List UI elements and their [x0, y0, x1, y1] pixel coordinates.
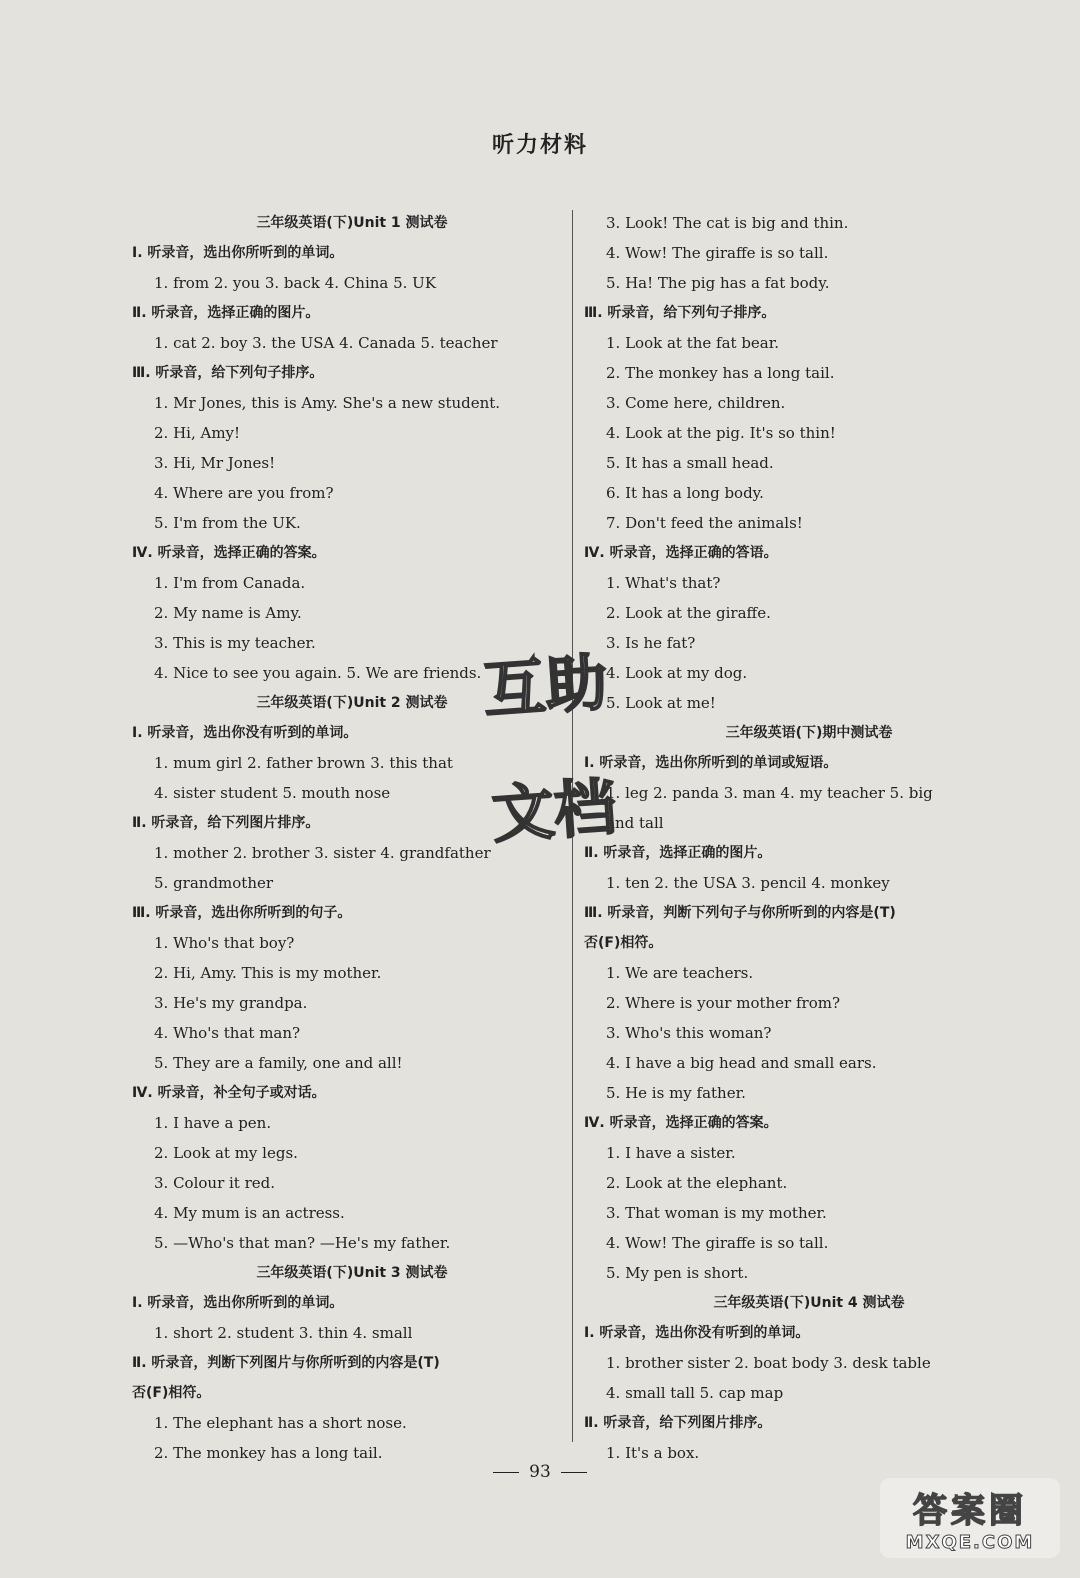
corner-logo — [880, 1478, 1060, 1558]
list-item: 2. Where is your mother from? — [606, 994, 840, 1012]
list-item: 1. I have a sister. — [606, 1144, 736, 1162]
list-item: 1. Who's that boy? — [154, 934, 295, 952]
list-item: 5. He is my father. — [606, 1084, 746, 1102]
list-item: 1. mum girl 2. father brown 3. this that — [154, 754, 453, 772]
list-item: 1. mother 2. brother 3. sister 4. grandfather — [154, 844, 491, 862]
list-item: 3. Look! The cat is big and thin. — [606, 214, 849, 232]
question-heading: Ⅲ. 听录音，选出你所听到的句子。 — [132, 905, 352, 921]
dash-right — [561, 1472, 587, 1473]
question-heading: Ⅳ. 听录音，补全句子或对话。 — [132, 1085, 326, 1101]
watermark-stamp — [479, 624, 619, 881]
list-item: 4. Wow! The giraffe is so tall. — [606, 1234, 829, 1252]
question-heading: Ⅲ. 听录音，给下列句子排序。 — [132, 365, 324, 381]
list-item: 1. ten 2. the USA 3. pencil 4. monkey — [606, 874, 890, 892]
list-item: 3. Come here, children. — [606, 394, 786, 412]
list-item: 1. We are teachers. — [606, 964, 754, 982]
list-item: 4. small tall 5. cap map — [606, 1384, 784, 1402]
watermark-char: 助 — [542, 645, 610, 723]
list-item: 3. Is he fat? — [606, 634, 696, 652]
question-heading: Ⅰ. 听录音，选出你所听到的单词。 — [132, 245, 344, 261]
question-heading: Ⅱ. 听录音，选择正确的图片。 — [584, 845, 772, 861]
list-item: 2. Look at my legs. — [154, 1144, 298, 1162]
watermark-char: 档 — [551, 770, 619, 848]
question-heading: Ⅰ. 听录音，选出你所听到的单词。 — [132, 1295, 344, 1311]
question-heading: Ⅰ. 听录音，选出你没有听到的单词。 — [132, 725, 358, 741]
list-item: 1. short 2. student 3. thin 4. small — [154, 1324, 413, 1342]
list-item: 4. Look at the pig. It's so thin! — [606, 424, 836, 442]
list-item: 3. He's my grandpa. — [154, 994, 308, 1012]
question-heading: Ⅱ. 听录音，判断下列图片与你所听到的内容是(T) — [132, 1355, 440, 1371]
section-title: 三年级英语(下)Unit 1 测试卷 — [256, 215, 448, 231]
list-item: 7. Don't feed the animals! — [606, 514, 803, 532]
dash-left — [493, 1472, 519, 1473]
list-item: 4. Wow! The giraffe is so tall. — [606, 244, 829, 262]
list-item: 5. Look at me! — [606, 694, 716, 712]
list-item: 5. It has a small head. — [606, 454, 774, 472]
question-heading: 否(F)相符。 — [132, 1385, 211, 1401]
list-item: 2. Look at the elephant. — [606, 1174, 788, 1192]
list-item: 2. Hi, Amy. This is my mother. — [154, 964, 382, 982]
list-item: 5. —Who's that man? —He's my father. — [154, 1234, 451, 1252]
page-title: 听力材料 — [491, 133, 588, 158]
list-item: 1. The elephant has a short nose. — [154, 1414, 407, 1432]
corner-logo-text: 答案圈 — [913, 1491, 1027, 1531]
question-heading: Ⅰ. 听录音，选出你所听到的单词或短语。 — [584, 755, 838, 771]
list-item: 1. from 2. you 3. back 4. China 5. UK — [154, 274, 437, 292]
section-title: 三年级英语(下)Unit 4 测试卷 — [713, 1295, 905, 1311]
list-item: 4. Nice to see you again. 5. We are friends. — [154, 664, 482, 682]
list-item: 3. That woman is my mother. — [606, 1204, 827, 1222]
list-item: 3. Hi, Mr Jones! — [154, 454, 276, 472]
list-item: 5. They are a family, one and all! — [154, 1054, 403, 1072]
list-item: 1. Mr Jones, this is Amy. She's a new student. — [154, 394, 501, 412]
list-item: 3. This is my teacher. — [154, 634, 316, 652]
list-item: 2. Look at the giraffe. — [606, 604, 771, 622]
list-item: 1. I'm from Canada. — [154, 574, 306, 592]
list-item: and tall — [606, 814, 664, 832]
question-heading: 否(F)相符。 — [584, 935, 663, 951]
question-heading: Ⅱ. 听录音，给下列图片排序。 — [584, 1415, 772, 1431]
list-item: 3. Colour it red. — [154, 1174, 276, 1192]
list-item: 5. My pen is short. — [606, 1264, 749, 1282]
question-heading: Ⅳ. 听录音，选择正确的答语。 — [584, 545, 778, 561]
list-item: 1. It's a box. — [606, 1444, 700, 1462]
section-title: 三年级英语(下)Unit 3 测试卷 — [256, 1265, 448, 1281]
list-item: 5. I'm from the UK. — [154, 514, 301, 532]
list-item: 4. Where are you from? — [154, 484, 334, 502]
watermark-char: 文 — [489, 774, 557, 852]
list-item: 5. grandmother — [154, 874, 274, 892]
question-heading: Ⅰ. 听录音，选出你没有听到的单词。 — [584, 1325, 810, 1341]
question-heading: Ⅳ. 听录音，选择正确的答案。 — [132, 545, 326, 561]
list-item: 5. Ha! The pig has a fat body. — [606, 274, 830, 292]
list-item: 4. I have a big head and small ears. — [606, 1054, 877, 1072]
list-item: 1. brother sister 2. boat body 3. desk table — [606, 1354, 931, 1372]
list-item: 1. leg 2. panda 3. man 4. my teacher 5. big — [606, 784, 933, 802]
section-title: 三年级英语(下)Unit 2 测试卷 — [256, 695, 448, 711]
question-heading: Ⅱ. 听录音，选择正确的图片。 — [132, 305, 320, 321]
list-item: 2. My name is Amy. — [154, 604, 302, 622]
list-item: 2. The monkey has a long tail. — [606, 364, 835, 382]
corner-logo-url: MXQE.COM — [905, 1532, 1035, 1553]
question-heading: Ⅲ. 听录音，给下列句子排序。 — [584, 305, 776, 321]
list-item: 2. Hi, Amy! — [154, 424, 241, 442]
list-item: 6. It has a long body. — [606, 484, 764, 502]
watermark-char: 互 — [480, 649, 548, 727]
question-heading: Ⅱ. 听录音，给下列图片排序。 — [132, 815, 320, 831]
list-item: 2. The monkey has a long tail. — [154, 1444, 383, 1462]
list-item: 3. Who's this woman? — [606, 1024, 772, 1042]
right-column — [584, 208, 1034, 1468]
list-item: 4. Look at my dog. — [606, 664, 748, 682]
list-item: 1. I have a pen. — [154, 1114, 272, 1132]
list-item: 4. Who's that man? — [154, 1024, 301, 1042]
page-number-text: 93 — [529, 1462, 551, 1482]
list-item: 1. cat 2. boy 3. the USA 4. Canada 5. teacher — [154, 334, 498, 352]
question-heading: Ⅲ. 听录音，判断下列句子与你所听到的内容是(T) — [584, 905, 896, 921]
section-title: 三年级英语(下)期中测试卷 — [725, 725, 893, 741]
list-item: 4. sister student 5. mouth nose — [154, 784, 391, 802]
list-item: 1. Look at the fat bear. — [606, 334, 780, 352]
question-heading: Ⅳ. 听录音，选择正确的答案。 — [584, 1115, 778, 1131]
list-item: 1. What's that? — [606, 574, 721, 592]
list-item: 4. My mum is an actress. — [154, 1204, 345, 1222]
